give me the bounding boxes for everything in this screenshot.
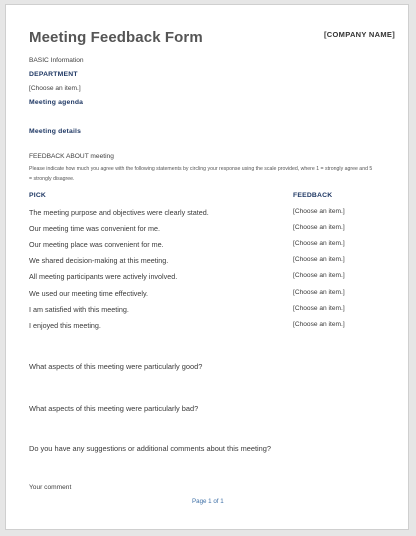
question-suggestions: Do you have any suggestions or additional comments about this meeting? (29, 444, 271, 453)
feedback-section-label: FEEDBACK ABOUT meeting (29, 153, 114, 160)
statement-time-effective: We used our meeting time effectively. (29, 289, 149, 298)
rating-dropdown-enjoyed[interactable]: [Choose an item.] (293, 321, 345, 328)
feedback-instructions: Please indicate how much you agree with the following statements by circling your response using the scale provided, where 1 = strongly agree and 5 = strongly disagree. (29, 166, 373, 182)
statement-decision-making: We shared decision-making at this meeting. (29, 256, 169, 265)
department-heading: DEPARTMENT (29, 71, 78, 78)
statement-participants: All meeting participants were actively involved. (29, 272, 178, 281)
rating-dropdown-participants[interactable]: [Choose an item.] (293, 272, 345, 279)
page-number: Page 1 of 1 (192, 498, 224, 505)
rating-dropdown-decision-making[interactable]: [Choose an item.] (293, 256, 345, 263)
question-bad-aspects: What aspects of this meeting were particularly bad? (29, 404, 199, 413)
statement-enjoyed: I enjoyed this meeting. (29, 321, 101, 330)
statement-place: Our meeting place was convenient for me. (29, 240, 164, 249)
page-title: Meeting Feedback Form (29, 29, 203, 46)
rating-dropdown-place[interactable]: [Choose an item.] (293, 240, 345, 247)
rating-dropdown-time[interactable]: [Choose an item.] (293, 224, 345, 231)
statement-time: Our meeting time was convenient for me. (29, 224, 161, 233)
basic-information-label: BASIC Information (29, 57, 84, 64)
rating-dropdown-purpose[interactable]: [Choose an item.] (293, 208, 345, 215)
statement-purpose: The meeting purpose and objectives were clearly stated. (29, 208, 209, 217)
pick-column-header: PICK (29, 192, 47, 199)
statement-satisfied: I am satisfied with this meeting. (29, 305, 129, 314)
feedback-column-header: FEEDBACK (293, 192, 333, 199)
rating-dropdown-satisfied[interactable]: [Choose an item.] (293, 305, 345, 312)
meeting-agenda-heading: Meeting agenda (29, 99, 84, 106)
department-dropdown[interactable]: [Choose an item.] (29, 85, 81, 92)
rating-dropdown-time-effective[interactable]: [Choose an item.] (293, 289, 345, 296)
meeting-details-heading: Meeting details (29, 128, 82, 135)
document-page (5, 4, 409, 530)
question-good-aspects: What aspects of this meeting were particularly good? (29, 362, 203, 371)
comment-field[interactable]: Your comment (29, 484, 72, 491)
company-name-field[interactable]: [COMPANY NAME] (324, 30, 396, 39)
